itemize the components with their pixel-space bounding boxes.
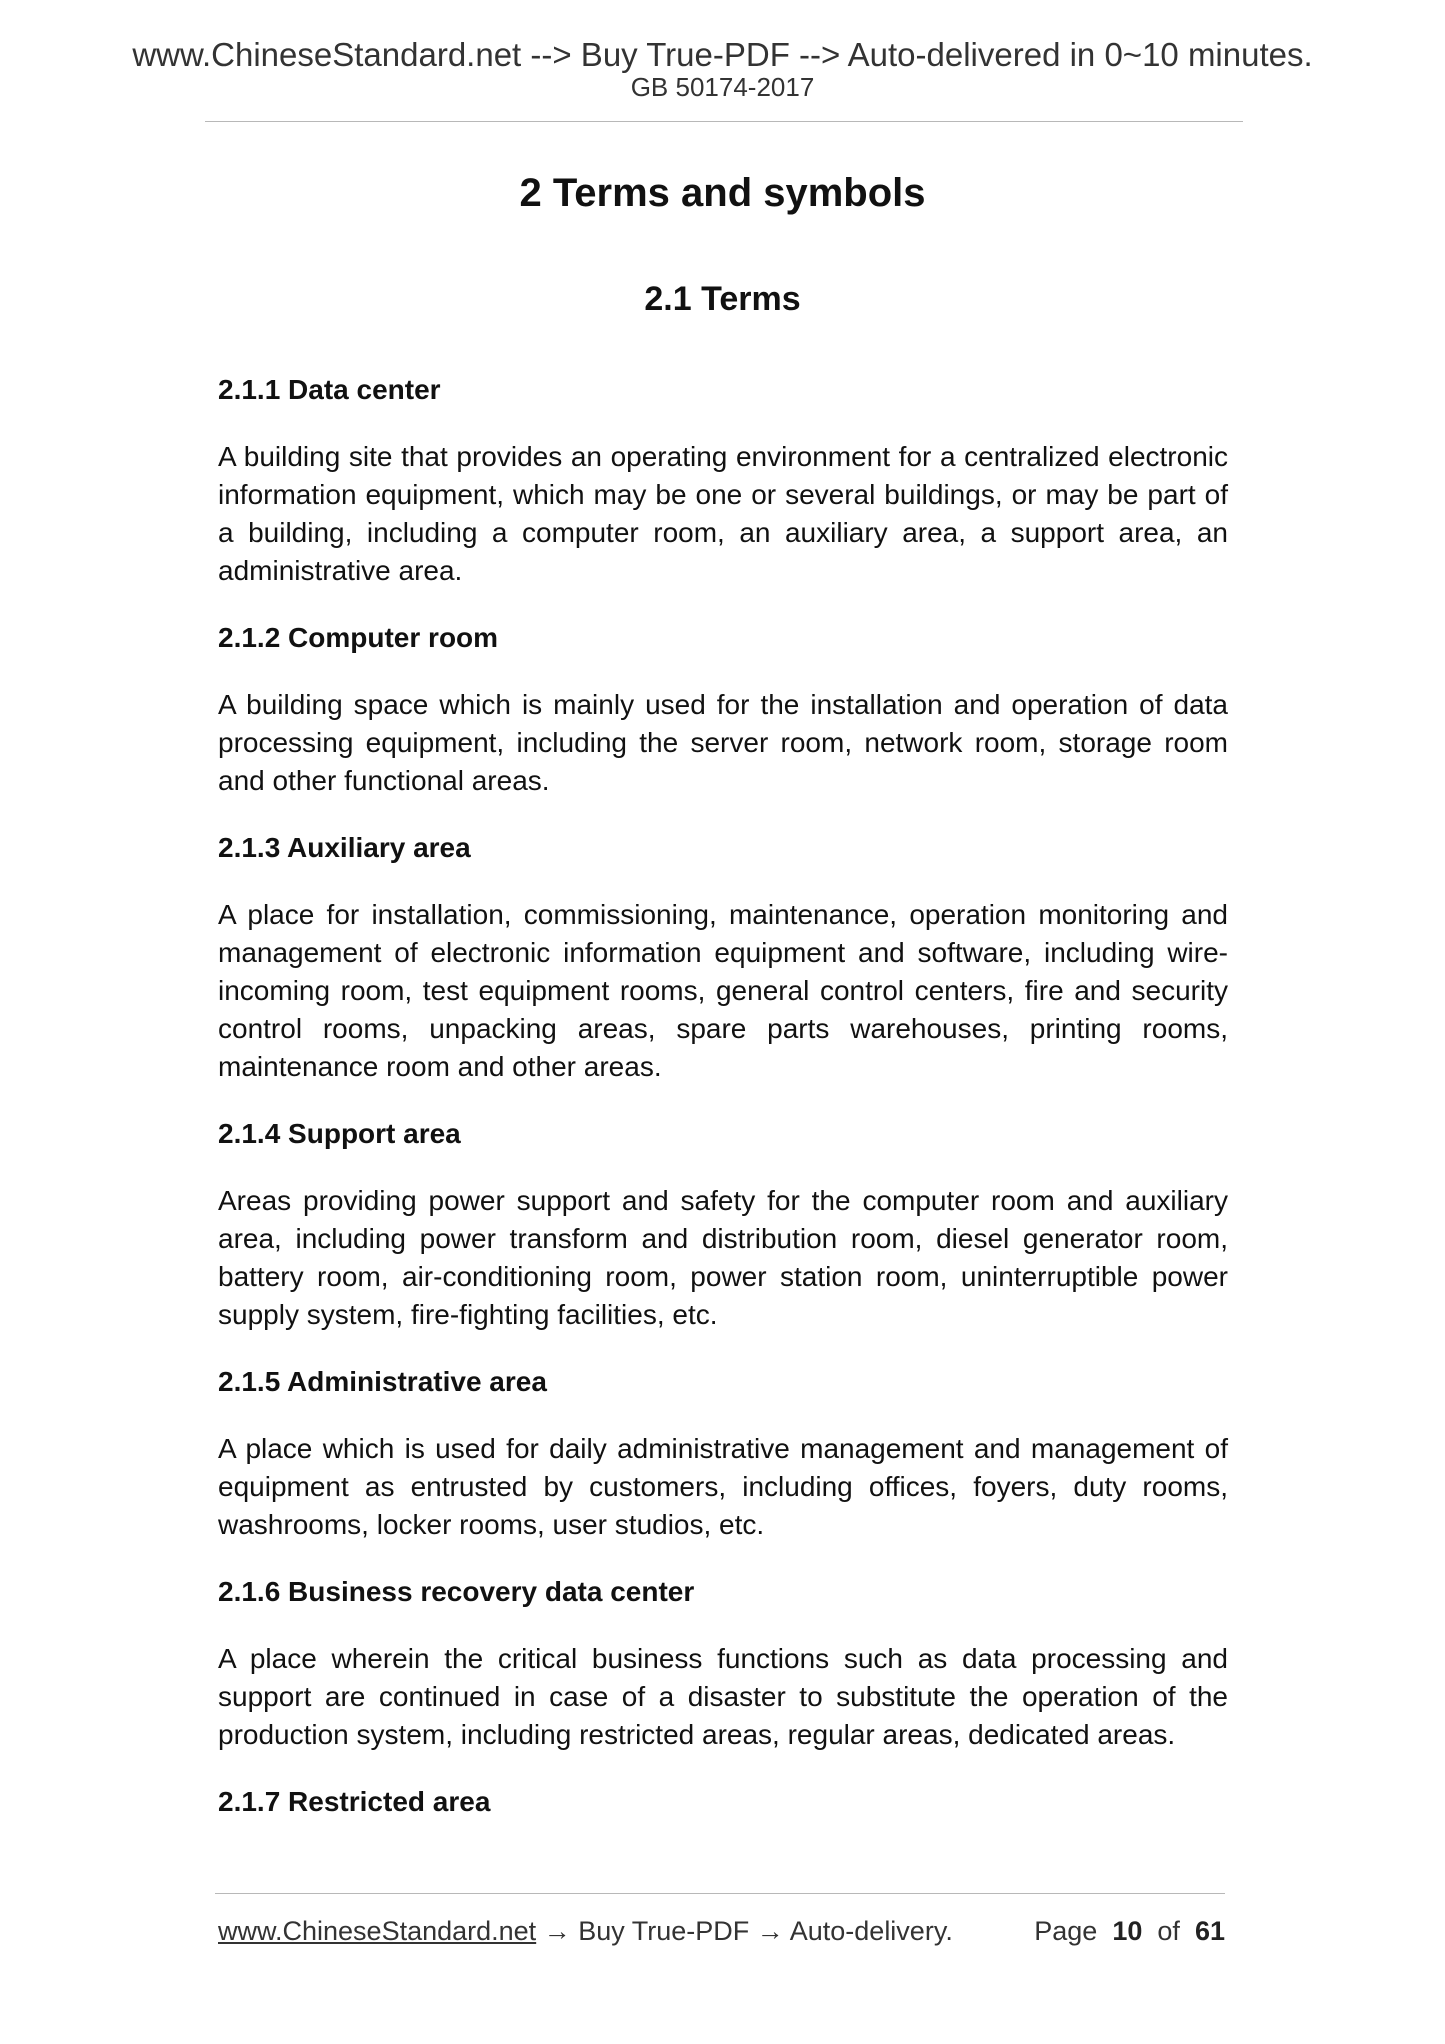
site-banner: www.ChineseStandard.net --> Buy True-PDF --> Auto-delivered in 0~10 minutes. (132, 36, 1313, 73)
section-title: 2.1 Terms (644, 280, 801, 318)
term-definition: A building space which is mainly used for the installation and operation of data processing equipment, including the server room, network room, storage room and other functional areas. (218, 689, 1228, 796)
footer-divider (215, 1893, 1225, 1894)
standard-code: GB 50174-2017 (630, 72, 815, 102)
term-definition: A place which is used for daily administrative management and management of equipment as entrusted by customers, including offices, foyers, duty rooms, washrooms, locker rooms, user studios, etc. (218, 1433, 1228, 1540)
of-label: of (1157, 1916, 1180, 1946)
header-divider (205, 121, 1243, 122)
term-definition: A place for installation, commissioning, maintenance, operation monitoring and management of electronic information equipment and software, including wire-incoming room, test equipment rooms, general control centers, fire and security control rooms, unpacking areas, spare parts warehouses, printing rooms, maintenance room and other areas. (218, 899, 1228, 1082)
term-2-1-2 (218, 619, 1228, 800)
term-heading: 2.1.4 Support area (218, 1118, 461, 1149)
page-number: 10 (1112, 1916, 1143, 1946)
term-heading: 2.1.3 Auxiliary area (218, 832, 471, 863)
term-definition: Areas providing power support and safety for the computer room and auxiliary area, including power transform and distribution room, diesel generator room, battery room, air-conditioning room, power station room, uninterruptible power supply system, fire-fighting facilities, etc. (218, 1185, 1228, 1330)
term-heading: 2.1.2 Computer room (218, 622, 499, 653)
footer-site-link[interactable]: www.ChineseStandard.net (218, 1916, 537, 1946)
term-heading: 2.1.5 Administrative area (218, 1366, 547, 1397)
total-pages: 61 (1194, 1916, 1225, 1946)
term-2-1-6 (218, 1573, 1228, 1754)
footer-promo (218, 1915, 953, 1947)
term-definition: A place wherein the critical business functions such as data processing and support are continued in case of a disaster to substitute the operation of the production system, including restricted areas, regular areas, dedicated areas. (218, 1643, 1228, 1750)
term-2-1-5 (218, 1363, 1228, 1544)
term-2-1-3 (218, 829, 1228, 1086)
term-definition: A building site that provides an operating environment for a centralized electronic information equipment, which may be one or several buildings, or may be part of a building, including a computer room, an auxiliary area, a support area, an administrative area. (218, 441, 1228, 586)
page-label: Page (1034, 1916, 1098, 1946)
term-2-1-7 (218, 1783, 1228, 1821)
term-2-1-1 (218, 371, 1228, 590)
chapter-title: 2 Terms and symbols (519, 171, 926, 215)
terms-content (218, 371, 1228, 1850)
term-heading: 2.1.6 Business recovery data center (218, 1576, 695, 1607)
term-2-1-4 (218, 1115, 1228, 1334)
page-indicator (1034, 1915, 1225, 1947)
term-heading: 2.1.7 Restricted area (218, 1786, 491, 1817)
footer-promo-text: → Buy True-PDF → Auto-delivery. (536, 1916, 953, 1946)
term-heading: 2.1.1 Data center (218, 374, 441, 405)
